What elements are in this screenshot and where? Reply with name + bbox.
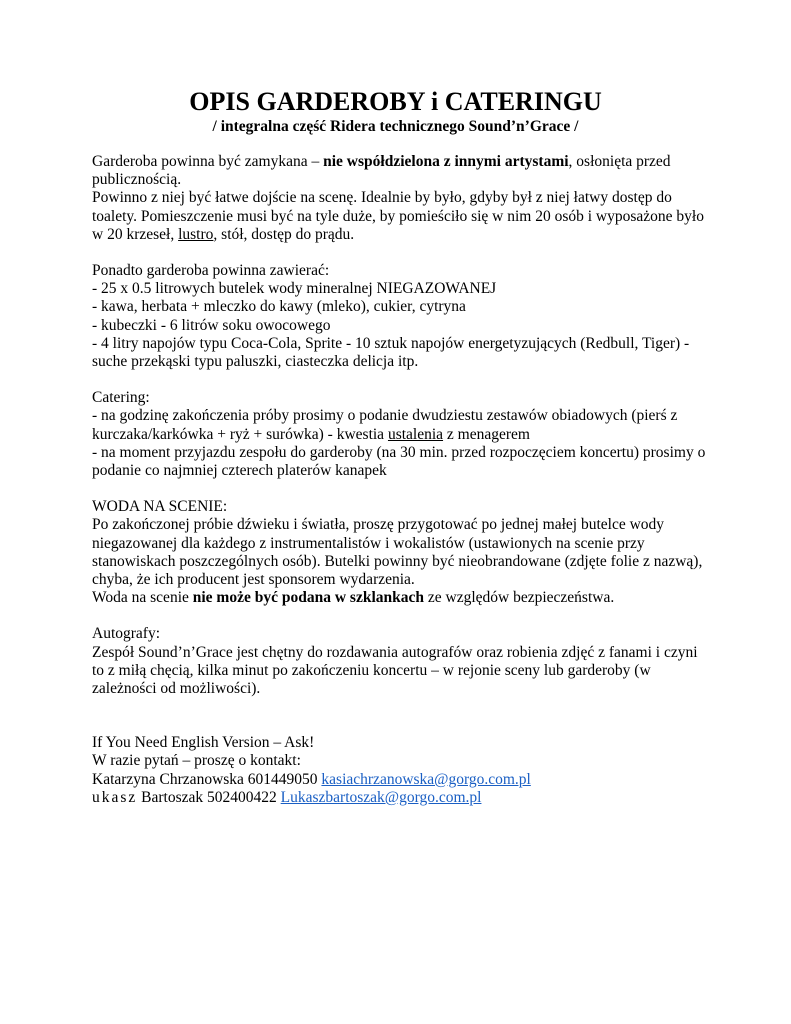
- catering-text-end: z menagerem: [443, 425, 530, 443]
- intro-paragraph-1: [92, 153, 712, 189]
- mirror-underlined: lustro: [178, 225, 214, 243]
- intro-text-2-end: , stół, dostęp do prądu.: [213, 225, 355, 243]
- catering-item-1: [92, 407, 712, 443]
- autographs-text: Zespół Sound’n’Grace jest chętny do rozdawania autografów oraz robienia zdjęć z fanami i czyni to z miłą chęcią, kilka minut po zakończeniu koncertu – w rejonie sceny lub garderoby (w zależności od możliwości).: [92, 643, 698, 698]
- contact-prompt: W razie pytań – proszę o kontakt:: [92, 752, 301, 770]
- intro-paragraph-2: [92, 189, 712, 244]
- document-title: OPIS GARDEROBY i CATERINGU: [189, 87, 602, 116]
- contact-person-2: [92, 789, 712, 807]
- water-warning-text: Woda na scenie: [92, 589, 193, 607]
- email-link-2[interactable]: Lukaszbartoszak@gorgo.com.pl: [280, 788, 482, 806]
- catering-item-2: - na moment przyjazdu zespołu do garderoby (na 30 min. przed rozpoczęciem koncertu) prosimy o podanie co najmniej czterech platerów kanapek: [92, 443, 706, 480]
- english-version-note: If You Need English Version – Ask!: [92, 734, 315, 752]
- email-link-1[interactable]: kasiachrzanowska@gorgo.com.pl: [321, 770, 531, 788]
- catering-heading: Catering:: [92, 389, 150, 407]
- contact-name-2: Bartoszak 502400422: [137, 788, 281, 806]
- intro-bold-text: nie współdzielona z innymi artystami: [323, 153, 569, 170]
- intro-text-2: Powinno z niej być łatwe dojście na scenę. Idealnie by było, gdyby był z niej łatwy dostęp do toalety. Pomieszczenie musi być na tyle duże, by pomieściło się w nim 20 osób i wyposażone było w 20 krzeseł,: [92, 189, 704, 243]
- contact-prefix-2: ukasz: [92, 788, 138, 806]
- water-warning-end: ze względów bezpieczeństwa.: [424, 589, 615, 607]
- water-text: Po zakończonej próbie dźwieku i światła, proszę przygotować po jednej małej butelce wody niegazowanej dla każdego z instrumentalistów i wokalistów (ustawionych na scenie przy stanowiskach poszczególnych osób). Butelki powinny być nieobrandowane (zdjęte folie z nazwą), chyba, że ich producent jest sponsorem wydarzenia.: [92, 516, 703, 589]
- intro-text: Garderoba powinna być zamykana –: [92, 153, 324, 170]
- wardrobe-heading: Ponadto garderoba powinna zawierać:: [92, 262, 330, 280]
- contact-person-1: [92, 771, 712, 789]
- catering-underlined: ustalenia: [387, 425, 444, 443]
- document-subtitle: / integralna część Ridera technicznego Sound’n’Grace /: [212, 118, 579, 135]
- catering-text: - na godzinę zakończenia próby prosimy o podanie dwudziestu zestawów obiadowych (pierś z kurczaka/karkówka + ryż + surówka) - kwestia: [92, 407, 678, 443]
- list-item: - 4 litry napojów typu Coca-Cola, Sprite - 10 sztuk napojów energetyzujących (Redbull, Tiger) - suche przekąski typu paluszki, ciasteczka delicja itp.: [92, 334, 690, 371]
- autographs-heading: Autografy:: [92, 625, 161, 643]
- document-body: [92, 153, 712, 807]
- intro-text-end: , osłonięta przed publicznością.: [92, 153, 671, 189]
- water-warning: [92, 589, 712, 607]
- list-item: - 25 x 0.5 litrowych butelek wody mineralnej NIEGAZOWANEJ: [92, 280, 497, 298]
- contact-name-1: Katarzyna Chrzanowska 601449050: [92, 770, 322, 788]
- water-warning-bold: nie może być podana w szklankach: [192, 589, 424, 607]
- list-item: - kawa, herbata + mleczko do kawy (mleko), cukier, cytryna: [92, 298, 466, 316]
- list-item: - kubeczki - 6 litrów soku owocowego: [92, 316, 331, 334]
- water-heading: WODA NA SCENIE:: [92, 498, 228, 516]
